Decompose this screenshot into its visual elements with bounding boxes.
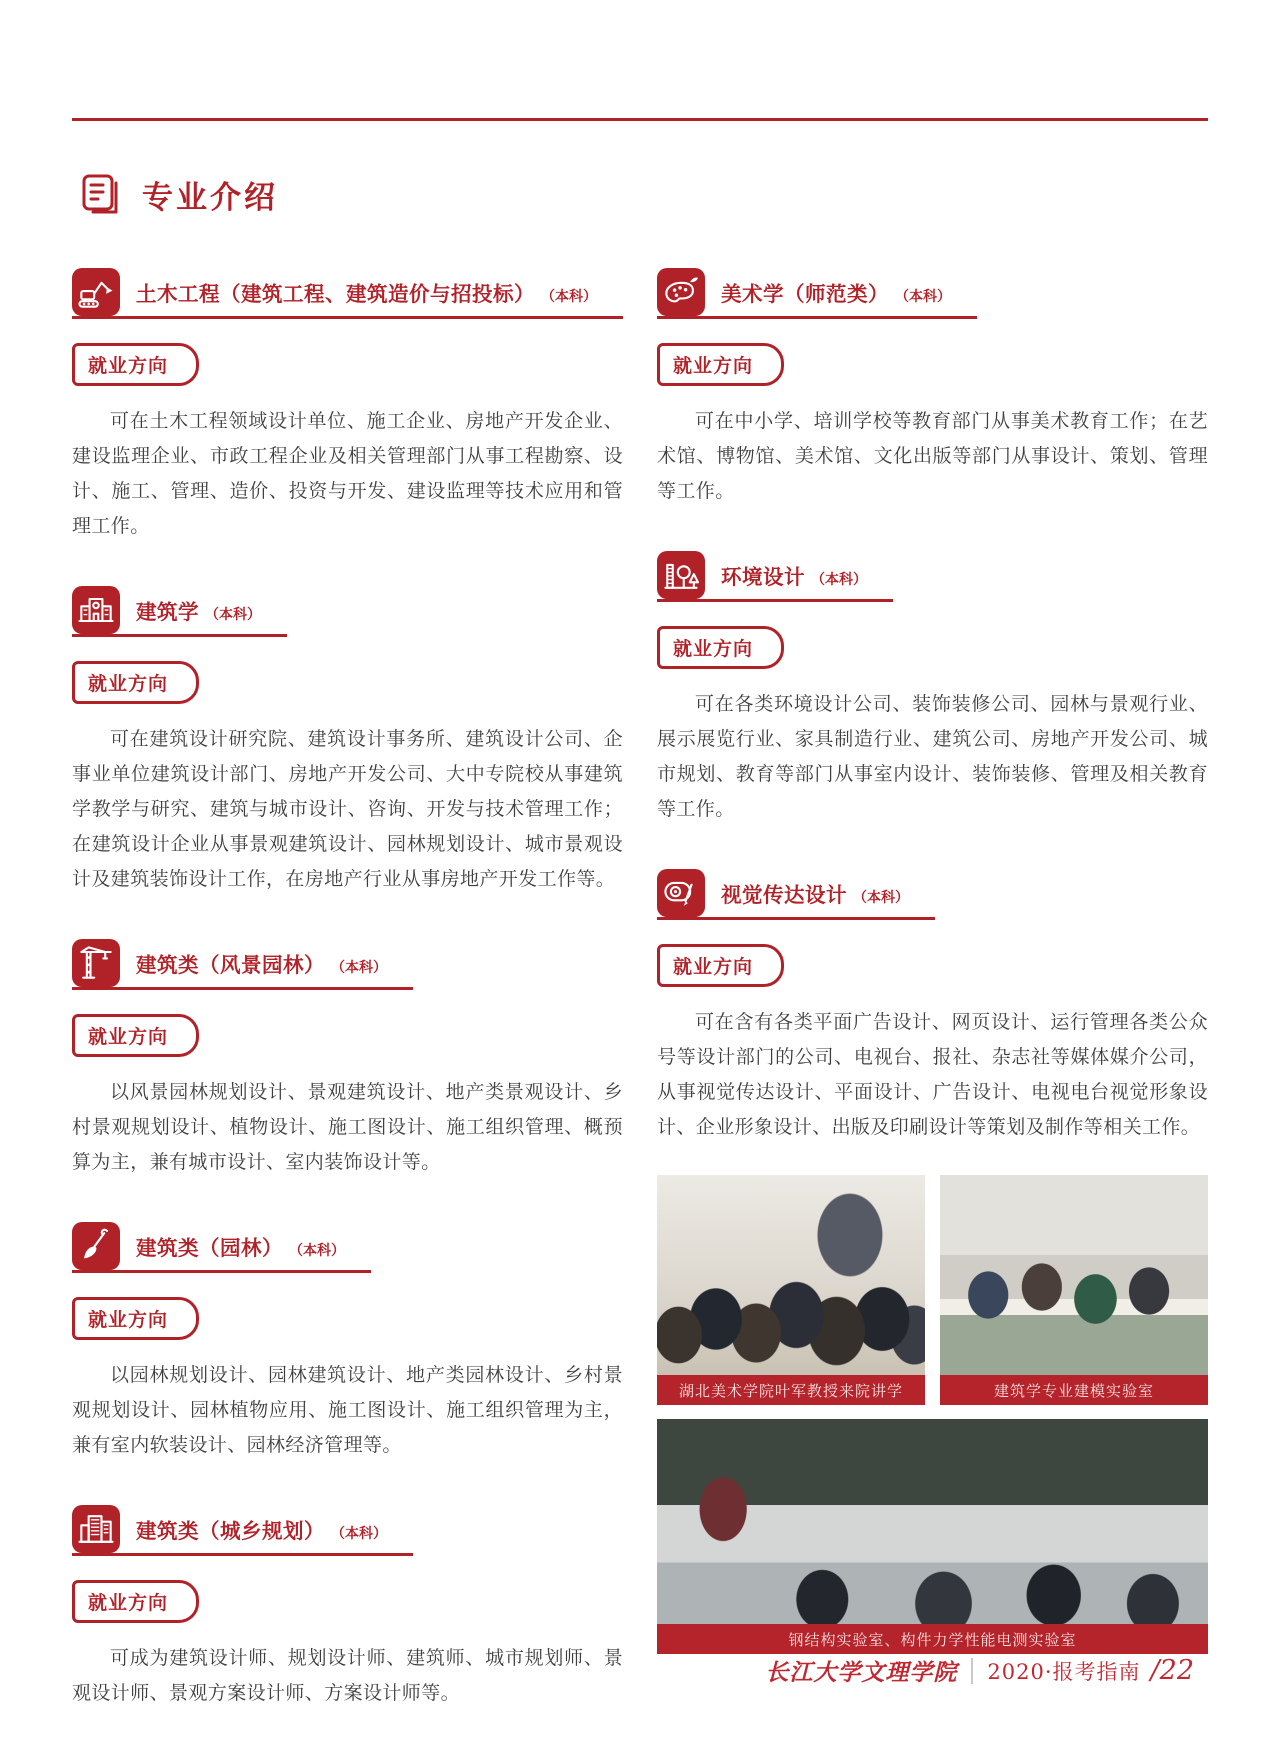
guide-edition: 2020·报考指南 — [987, 1659, 1141, 1684]
page-title: 专业介绍 — [142, 179, 278, 215]
section-fine-arts — [657, 268, 1208, 509]
section-degree: （本科） — [331, 959, 387, 975]
section-header — [72, 1222, 371, 1273]
employment-direction-badge: 就业方向 — [657, 944, 784, 987]
section-degree: （本科） — [205, 606, 261, 622]
photo-caption: 湖北美术学院叶军教授来院讲学 — [657, 1375, 925, 1405]
school-logo-text: 长江大学文理学院 — [765, 1659, 958, 1686]
section-body: 可在中小学、培训学校等教育部门从事美术教育工作；在艺术馆、博物馆、美术馆、文化出版等部门从事设计、策划、管理等工作。 — [657, 411, 1208, 502]
section-degree: （本科） — [289, 1242, 345, 1258]
notebook-icon — [76, 170, 124, 218]
section-garden — [72, 1222, 623, 1463]
palette-icon — [657, 268, 705, 316]
section-title: 美术学（师范类） — [721, 283, 889, 306]
content-columns — [72, 268, 1208, 1711]
model-lab-photo — [940, 1175, 1208, 1375]
section-body: 可在建筑设计研究院、建筑设计事务所、建筑设计公司、企事业单位建筑设计部门、房地产开发公司、大中专院校从事建筑学教学与研究、建筑与城市设计、咨询、开发与技术管理工作；在建筑设计企业从事景观建筑设计、园林规划设计、城市景观设计及建筑装饰设计工作，在房地产行业从事房地产开发工作等。 — [72, 729, 623, 890]
city-buildings-icon — [72, 1505, 120, 1553]
section-header — [657, 551, 893, 602]
section-urban-rural-planning — [72, 1505, 623, 1711]
excavator-icon — [72, 268, 120, 316]
section-header — [72, 1505, 413, 1556]
footer-divider — [971, 1658, 973, 1684]
photo-model-lab — [940, 1175, 1208, 1405]
page-footer — [765, 1654, 1194, 1687]
steel-lab-photo — [657, 1419, 1208, 1624]
section-body: 以园林规划设计、园林建筑设计、地产类园林设计、乡村景观规划设计、园林植物应用、施工图设计、施工组织管理为主，兼有室内软装设计、园林经济管理等。 — [72, 1365, 623, 1456]
section-header — [72, 939, 413, 990]
employment-direction-badge: 就业方向 — [72, 343, 199, 386]
section-body: 可在土木工程领域设计单位、施工企业、房地产开发企业、建设监理企业、市政工程企业及相关管理部门从事工程勘察、设计、施工、管理、造价、投资与开发、建设监理等技术应用和管理工作。 — [72, 411, 623, 537]
section-degree: （本科） — [811, 571, 867, 587]
employment-direction-badge: 就业方向 — [72, 1580, 199, 1623]
lecture-photo — [657, 1175, 925, 1375]
left-column — [72, 268, 623, 1711]
section-landscape-architecture — [72, 939, 623, 1180]
section-architecture — [72, 586, 623, 897]
section-header — [72, 586, 287, 637]
section-civil-engineering — [72, 268, 623, 544]
section-degree: （本科） — [331, 1525, 387, 1541]
section-degree: （本科） — [895, 288, 951, 304]
section-body: 可成为建筑设计师、规划设计师、建筑师、城市规划师、景观设计师、景观方案设计师、方案设计师等。 — [72, 1648, 623, 1704]
page-number: /22 — [1150, 1655, 1194, 1686]
section-degree: （本科） — [541, 288, 597, 304]
employment-direction-badge: 就业方向 — [657, 626, 784, 669]
section-title: 视觉传达设计 — [721, 884, 847, 907]
section-title: 建筑学 — [136, 601, 199, 624]
employment-direction-badge: 就业方向 — [72, 1014, 199, 1057]
photo-caption: 钢结构实验室、构件力学性能电测实验室 — [657, 1624, 1208, 1654]
section-visual-communication-design — [657, 869, 1208, 1145]
section-degree: （本科） — [853, 889, 909, 905]
photo-steel-lab — [657, 1419, 1208, 1654]
photo-row — [657, 1175, 1208, 1405]
top-divider — [72, 118, 1208, 121]
section-body: 可在含有各类平面广告设计、网页设计、运行管理各类公众号等设计部门的公司、电视台、报社、杂志社等媒体媒介公司，从事视觉传达设计、平面设计、广告设计、电视电台视觉形象设计、企业形象设计、出版及印刷设计等策划及制作等相关工作。 — [657, 1012, 1208, 1138]
employment-direction-badge: 就业方向 — [72, 661, 199, 704]
page-header — [76, 170, 278, 218]
section-title: 建筑类（园林） — [136, 1237, 283, 1260]
visual-design-icon — [657, 869, 705, 917]
section-title: 环境设计 — [721, 566, 805, 589]
employment-direction-badge: 就业方向 — [657, 343, 784, 386]
park-icon — [657, 551, 705, 599]
section-title: 建筑类（城乡规划） — [136, 1520, 325, 1543]
section-header — [72, 268, 623, 319]
photo-lecture — [657, 1175, 925, 1405]
section-environmental-design — [657, 551, 1208, 827]
right-column — [657, 268, 1208, 1711]
shovel-icon — [72, 1222, 120, 1270]
section-header — [657, 869, 935, 920]
building-icon — [72, 586, 120, 634]
tower-crane-icon — [72, 939, 120, 987]
section-title: 建筑类（风景园林） — [136, 954, 325, 977]
employment-direction-badge: 就业方向 — [72, 1297, 199, 1340]
section-body: 以风景园林规划设计、景观建筑设计、地产类景观设计、乡村景观规划设计、植物设计、施工图设计、施工组织管理、概预算为主，兼有城市设计、室内装饰设计等。 — [72, 1082, 623, 1173]
photo-caption: 建筑学专业建模实验室 — [940, 1375, 1208, 1405]
section-title: 土木工程（建筑工程、建筑造价与招投标） — [136, 283, 535, 306]
section-header — [657, 268, 977, 319]
section-body: 可在各类环境设计公司、装饰装修公司、园林与景观行业、展示展览行业、家具制造行业、建筑公司、房地产开发公司、城市规划、教育等部门从事室内设计、装饰装修、管理及相关教育等工作。 — [657, 694, 1208, 820]
